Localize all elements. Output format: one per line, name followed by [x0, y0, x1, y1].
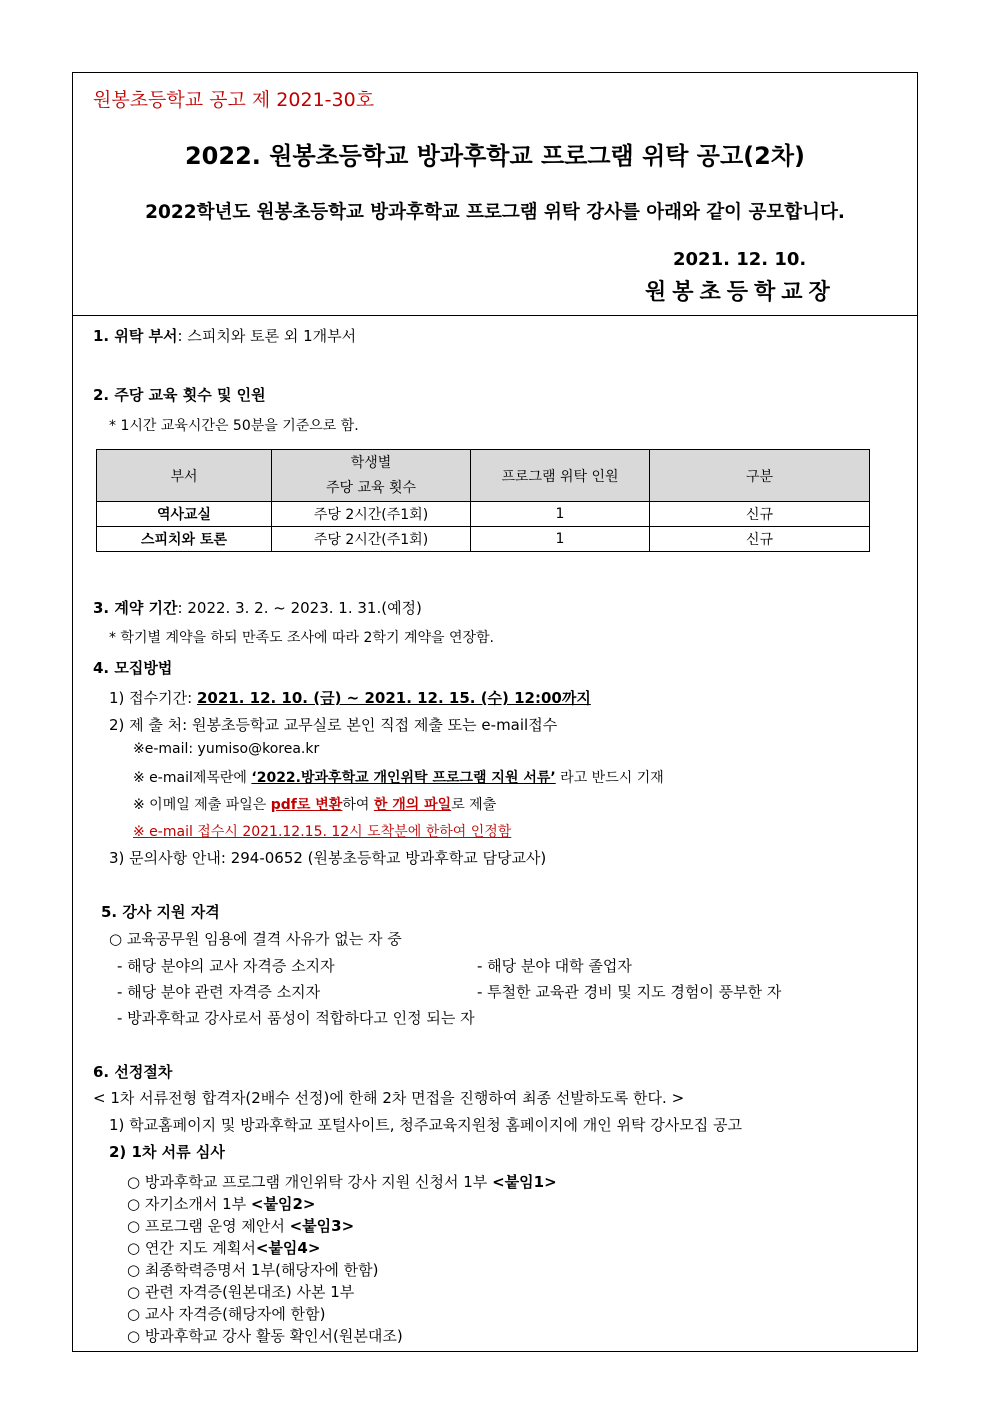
notice-number: 원봉초등학교 공고 제 2021-30호 [93, 89, 375, 111]
section-4-item2: 2) 제 출 처: 원봉초등학교 교무실로 본인 직접 제출 또는 e-mail접수 [109, 716, 558, 734]
document-item [127, 1193, 315, 1214]
col-header-weekly-line1: 학생별 [350, 454, 392, 471]
document-item [127, 1237, 320, 1258]
file-post: 로 제출 [451, 797, 497, 813]
file-instruction [133, 794, 496, 814]
document-text: ○ 방과후학교 프로그램 개인위탁 강사 지원 신청서 1부 [127, 1173, 493, 1191]
section-5-heading: 5. 강사 지원 자격 [101, 903, 220, 921]
col-header-dept: 부서 [97, 450, 272, 502]
document-item [127, 1303, 326, 1324]
table-row [97, 502, 870, 527]
table-cell: 신규 [650, 527, 870, 552]
section-6-intro: < 1차 서류전형 합격자(2배수 선정)에 한해 2차 면접을 진행하여 최종 선발하도록 한다. > [93, 1089, 685, 1107]
document-item [127, 1215, 354, 1236]
deadline-note: ※ e-mail 접수시 2021.12.15. 12시 도착분에 한하여 인정함 [133, 824, 512, 840]
document-text: ○ 프로그램 운영 제안서 [127, 1217, 290, 1235]
section-1-text: : 스피치와 토론 외 1개부서 [177, 327, 357, 345]
document-item [127, 1325, 403, 1346]
qualification-item: - 해당 분야의 교사 자격증 소지자 [117, 957, 335, 975]
document-item [127, 1259, 379, 1280]
section-3 [93, 597, 422, 618]
document-tag: <붙임4> [255, 1239, 321, 1257]
page-title: 2022. 원봉초등학교 방과후학교 프로그램 위탁 공고(2차) [184, 142, 805, 170]
document-tag: <붙임2> [250, 1195, 316, 1213]
table-cell: 주당 2시간(주1회) [272, 502, 471, 527]
section-6-item2: 2) 1차 서류 심사 [109, 1143, 225, 1161]
notice-date: 2021. 12. 10. [673, 249, 807, 270]
section-5-intro: ○ 교육공무원 임용에 결격 사유가 없는 자 중 [109, 930, 402, 948]
document-text: ○ 연간 지도 계획서 [127, 1239, 256, 1257]
document-tag: <붙임3> [289, 1217, 355, 1235]
subject-pre: ※ e-mail제목란에 [133, 770, 252, 786]
section-2-note: * 1시간 교육시간은 50분을 기준으로 함. [109, 418, 359, 434]
education-table [96, 449, 870, 552]
document-item [127, 1281, 354, 1302]
col-header-type: 구분 [650, 450, 870, 502]
section-1 [93, 325, 356, 346]
file-pre: ※ 이메일 제출 파일은 [133, 797, 271, 813]
section-1-heading: 1. 위탁 부서 [93, 327, 178, 345]
qualification-item: - 투철한 교육관 경비 및 지도 경험이 풍부한 자 [477, 983, 782, 1001]
table-header-row [97, 450, 870, 502]
page-subtitle: 2022학년도 원봉초등학교 방과후학교 프로그램 위탁 강사를 아래와 같이 공모합니다. [145, 202, 845, 223]
document-item [127, 1171, 557, 1192]
table-cell: 1 [471, 527, 650, 552]
table-cell: 신규 [650, 502, 870, 527]
section-4-heading: 4. 모집방법 [93, 659, 173, 677]
table-cell: 스피치와 토론 [97, 527, 272, 552]
section-6-item1: 1) 학교홈페이지 및 방과후학교 포털사이트, 청주교육지원청 홈페이지에 개인 위탁 강사모집 공고 [109, 1116, 742, 1134]
col-header-count: 프로그램 위탁 인원 [471, 450, 650, 502]
qualification-item: - 방과후학교 강사로서 품성이 적합하다고 인정 되는 자 [117, 1009, 475, 1027]
document-text: ○ 교사 자격증(해당자에 한함) [127, 1305, 326, 1323]
table-cell: 주당 2시간(주1회) [272, 527, 471, 552]
document-tag: <붙임1> [492, 1173, 557, 1191]
document-text: ○ 최종학력증명서 1부(해당자에 한함) [127, 1261, 379, 1279]
document-text: ○ 자기소개서 1부 [127, 1195, 251, 1213]
period-label: 1) 접수기간: [109, 689, 193, 707]
table-cell: 역사교실 [97, 502, 272, 527]
table-row [97, 527, 870, 552]
section-3-note: * 학기별 계약을 하되 만족도 조사에 따라 2학기 계약을 연장함. [109, 630, 494, 646]
contact-email: ※e-mail: yumiso@korea.kr [133, 741, 320, 757]
document-text: ○ 방과후학교 강사 활동 확인서(원본대조) [127, 1327, 403, 1345]
subject-title: ‘2022.방과후학교 개인위탁 프로그램 지원 서류’ [251, 770, 556, 786]
col-header-weekly-line2: 주당 교육 횟수 [325, 479, 417, 496]
period-value: 2021. 12. 10. (금) ~ 2021. 12. 15. (수) 12:00까지 [196, 689, 591, 707]
table-cell: 1 [471, 502, 650, 527]
subject-instruction [133, 767, 664, 787]
file-mid: 하여 [342, 797, 374, 813]
section-6-heading: 6. 선정절차 [93, 1063, 173, 1081]
qualification-item: - 해당 분야 관련 자격증 소지자 [117, 983, 321, 1001]
section-3-text: : 2022. 3. 2. ~ 2023. 1. 31.(예정) [177, 599, 422, 617]
issuer: 원봉초등학교장 [645, 280, 836, 305]
section-4-item1 [109, 687, 591, 708]
section-4-item3: 3) 문의사항 안내: 294-0652 (원봉초등학교 방과후학교 담당교사) [109, 849, 547, 867]
col-header-weekly [272, 450, 471, 502]
document-text: ○ 관련 자격증(원본대조) 사본 1부 [127, 1283, 355, 1301]
file-single: 한 개의 파일 [373, 797, 452, 813]
section-2-heading: 2. 주당 교육 횟수 및 인원 [93, 386, 266, 404]
subject-post: 라고 반드시 기재 [555, 770, 664, 786]
qualification-item: - 해당 분야 대학 졸업자 [477, 957, 632, 975]
section-3-heading: 3. 계약 기간 [93, 599, 178, 617]
notice-header [73, 73, 917, 316]
file-pdf: pdf로 변환 [270, 797, 343, 813]
notice-document [72, 72, 918, 1352]
